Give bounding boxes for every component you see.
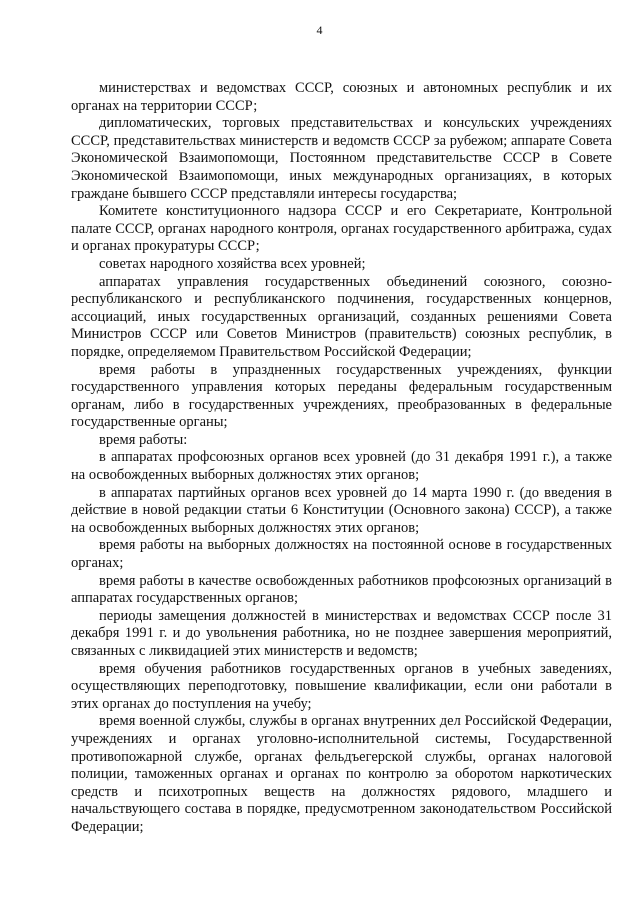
paragraph: время работы в упраздненных государственных учреждениях, функции государственного управления которых переданы федеральным государственным органам, либо в государственных учреждениях, преобразованных в федеральные государственные органы; <box>71 361 612 431</box>
paragraph: дипломатических, торговых представительствах и консульских учреждениях СССР, представительствах министерств и ведомств СССР за рубежом; аппарате Совета Экономической Взаимопомощи, Постоянном представительстве СССР в Совете Экономической Взаимопомощи, иных международных организациях, в которых граждане бывшего СССР представляли интересы государства; <box>71 115 612 202</box>
paragraph: время обучения работников государственных органов в учебных заведениях, осуществляющих переподготовку, повышение квалификации, если они работали в этих органах до поступления на учебу; <box>71 660 612 712</box>
page-number: 4 <box>316 23 323 37</box>
paragraph: в аппаратах профсоюзных органов всех уровней (до 31 декабря 1991 г.), а также на освобожденных выборных должностях этих органов; <box>71 449 612 484</box>
paragraph: время работы на выборных должностях на постоянной основе в государственных органах; <box>71 537 612 572</box>
paragraph: аппаратах управления государственных объединений союзного, союзно-республиканского и республиканского подчинения, государственных концернов, ассоциаций, иных государственных организаций, созданных решениями Совета Министров СССР или Советов Министров (правительств) союзных республик, в порядке, определяемом Правительством Российской Федерации; <box>71 273 612 360</box>
paragraph: периоды замещения должностей в министерствах и ведомствах СССР после 31 декабря 1991 г. и до увольнения работника, но не позднее завершения мероприятий, связанных с ликвидацией этих министерств и ведомств; <box>71 607 612 659</box>
paragraph: в аппаратах партийных органов всех уровней до 14 марта 1990 г. (до введения в действие в новой редакции статьи 6 Конституции (Основного закона) СССР), а также на освобожденных выборных должностях этих органов; <box>71 484 612 536</box>
paragraph: время работы: <box>99 431 188 448</box>
paragraph: время военной службы, службы в органах внутренних дел Российской Федерации, учреждениях и органах уголовно-исполнительной системы, Государственной противопожарной службе, органах фельдъегерской службы, органах налоговой полиции, таможенных органах и органах по контролю за оборотом наркотических средств и психотропных веществ на должностях рядового, младшего и начальствующего состава в порядке, предусмотренном законодательством Российской Федерации; <box>71 713 612 835</box>
paragraph: советах народного хозяйства всех уровней; <box>99 255 366 272</box>
document-body <box>71 80 612 837</box>
paragraph: время работы в качестве освобожденных работников профсоюзных организаций в аппаратах государственных органов; <box>71 572 612 607</box>
paragraph: Комитете конституционного надзора СССР и его Секретариате, Контрольной палате СССР, органах народного контроля, органах государственного арбитража, судах и органах прокуратуры СССР; <box>71 203 612 255</box>
paragraph: министерствах и ведомствах СССР, союзных и автономных республик и их органах на территории СССР; <box>71 80 612 114</box>
